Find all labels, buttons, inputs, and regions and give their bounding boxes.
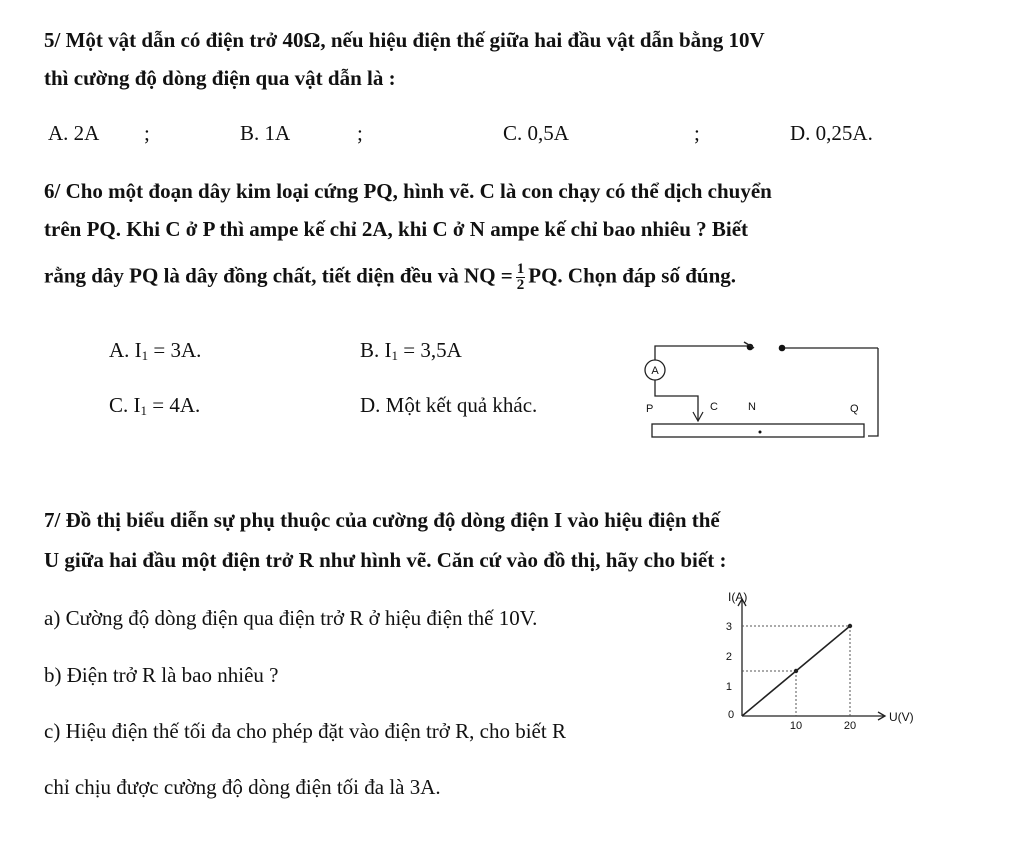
q5-option-c: C. 0,5A	[503, 121, 569, 145]
resistor-wire-pq	[652, 424, 864, 437]
q7-part-c: c) Hiệu điện thế tối đa cho phép đặt vào điện trở R, cho biết R	[44, 719, 566, 743]
label-q: Q	[850, 403, 859, 415]
q5-option-a: A. 2A	[48, 121, 100, 145]
data-point	[794, 669, 798, 673]
q6-option-b: B. $I_1 = 3,5A$	[360, 338, 462, 363]
q7-part-b: b) Điện trở R là bao nhiêu ?	[44, 663, 279, 687]
x-tick-label: 10	[789, 720, 803, 732]
q6-option-a: A. $I_1 = 3A$.	[109, 338, 202, 363]
circuit-wire-right	[868, 348, 878, 436]
terminal-right-icon	[779, 345, 786, 352]
q5-separator-3: ;	[694, 121, 700, 145]
q7-line-2: U giữa hai đầu một điện trở R như hình vẽ. Căn cứ vào đồ thị, hãy cho biết :	[44, 548, 727, 572]
q6-line-1: 6/ Cho một đoạn dây kim loại cứng PQ, hình vẽ. C là con chạy có thể dịch chuyển	[44, 179, 772, 203]
q6-line-3-suffix: PQ. Chọn đáp số đúng.	[528, 263, 737, 288]
fraction-denominator: 2	[516, 277, 525, 293]
q7-line-1: 7/ Đồ thị biểu diễn sự phụ thuộc của cường độ dòng điện I vào hiệu điện thế	[44, 508, 720, 532]
y-tick-label: 3	[725, 621, 732, 633]
origin-label: 0	[728, 709, 735, 721]
iu-graph	[700, 566, 914, 736]
circuit-wire-slider	[655, 380, 698, 420]
circuit-wire-top-left	[655, 346, 748, 360]
x-axis-label: U(V)	[889, 710, 914, 724]
q6-option-c: C. $I_1 = 4A$.	[109, 393, 201, 418]
x-tick-label: 20	[843, 720, 857, 732]
q5-option-d: D. 0,25A.	[790, 121, 873, 145]
y-tick-label: 1	[725, 681, 732, 693]
y-tick-label: 2	[725, 651, 732, 663]
q7-part-c-continued: chỉ chịu được cường độ dòng điện tối đa là 3A.	[44, 775, 441, 799]
label-p: P	[646, 403, 654, 415]
q5-separator-2: ;	[357, 121, 363, 145]
q5-line-2: thì cường độ dòng điện qua vật dẫn là :	[44, 66, 396, 90]
q5-option-b: B. 1A	[240, 121, 291, 145]
y-axis-label: I(A)	[728, 590, 748, 604]
q6-line-3	[44, 262, 736, 293]
data-point	[848, 624, 852, 628]
q7-part-a: a) Cường độ dòng điện qua điện trở R ở hiệu điện thế 10V.	[44, 606, 538, 630]
ammeter-label: A	[651, 365, 659, 377]
fraction-numerator: 1	[516, 261, 525, 277]
q6-line-3-prefix: rằng dây PQ là dây đồng chất, tiết diện đều và NQ =	[44, 263, 513, 288]
circuit-diagram	[630, 328, 900, 448]
one-half-fraction	[516, 262, 526, 293]
label-c: C	[710, 401, 718, 413]
q5-separator-1: ;	[144, 121, 150, 145]
q6-option-d: D. Một kết quả khác.	[360, 393, 538, 417]
label-n: N	[748, 401, 756, 413]
q6-line-2: trên PQ. Khi C ở P thì ampe kế chỉ 2A, khi C ở N ampe kế chỉ bao nhiêu ? Biết	[44, 217, 749, 241]
q5-line-1: 5/ Một vật dẫn có điện trở 40Ω, nếu hiệu điện thế giữa hai đầu vật dẫn bằng 10V	[44, 28, 765, 52]
point-n-dot	[759, 431, 762, 434]
